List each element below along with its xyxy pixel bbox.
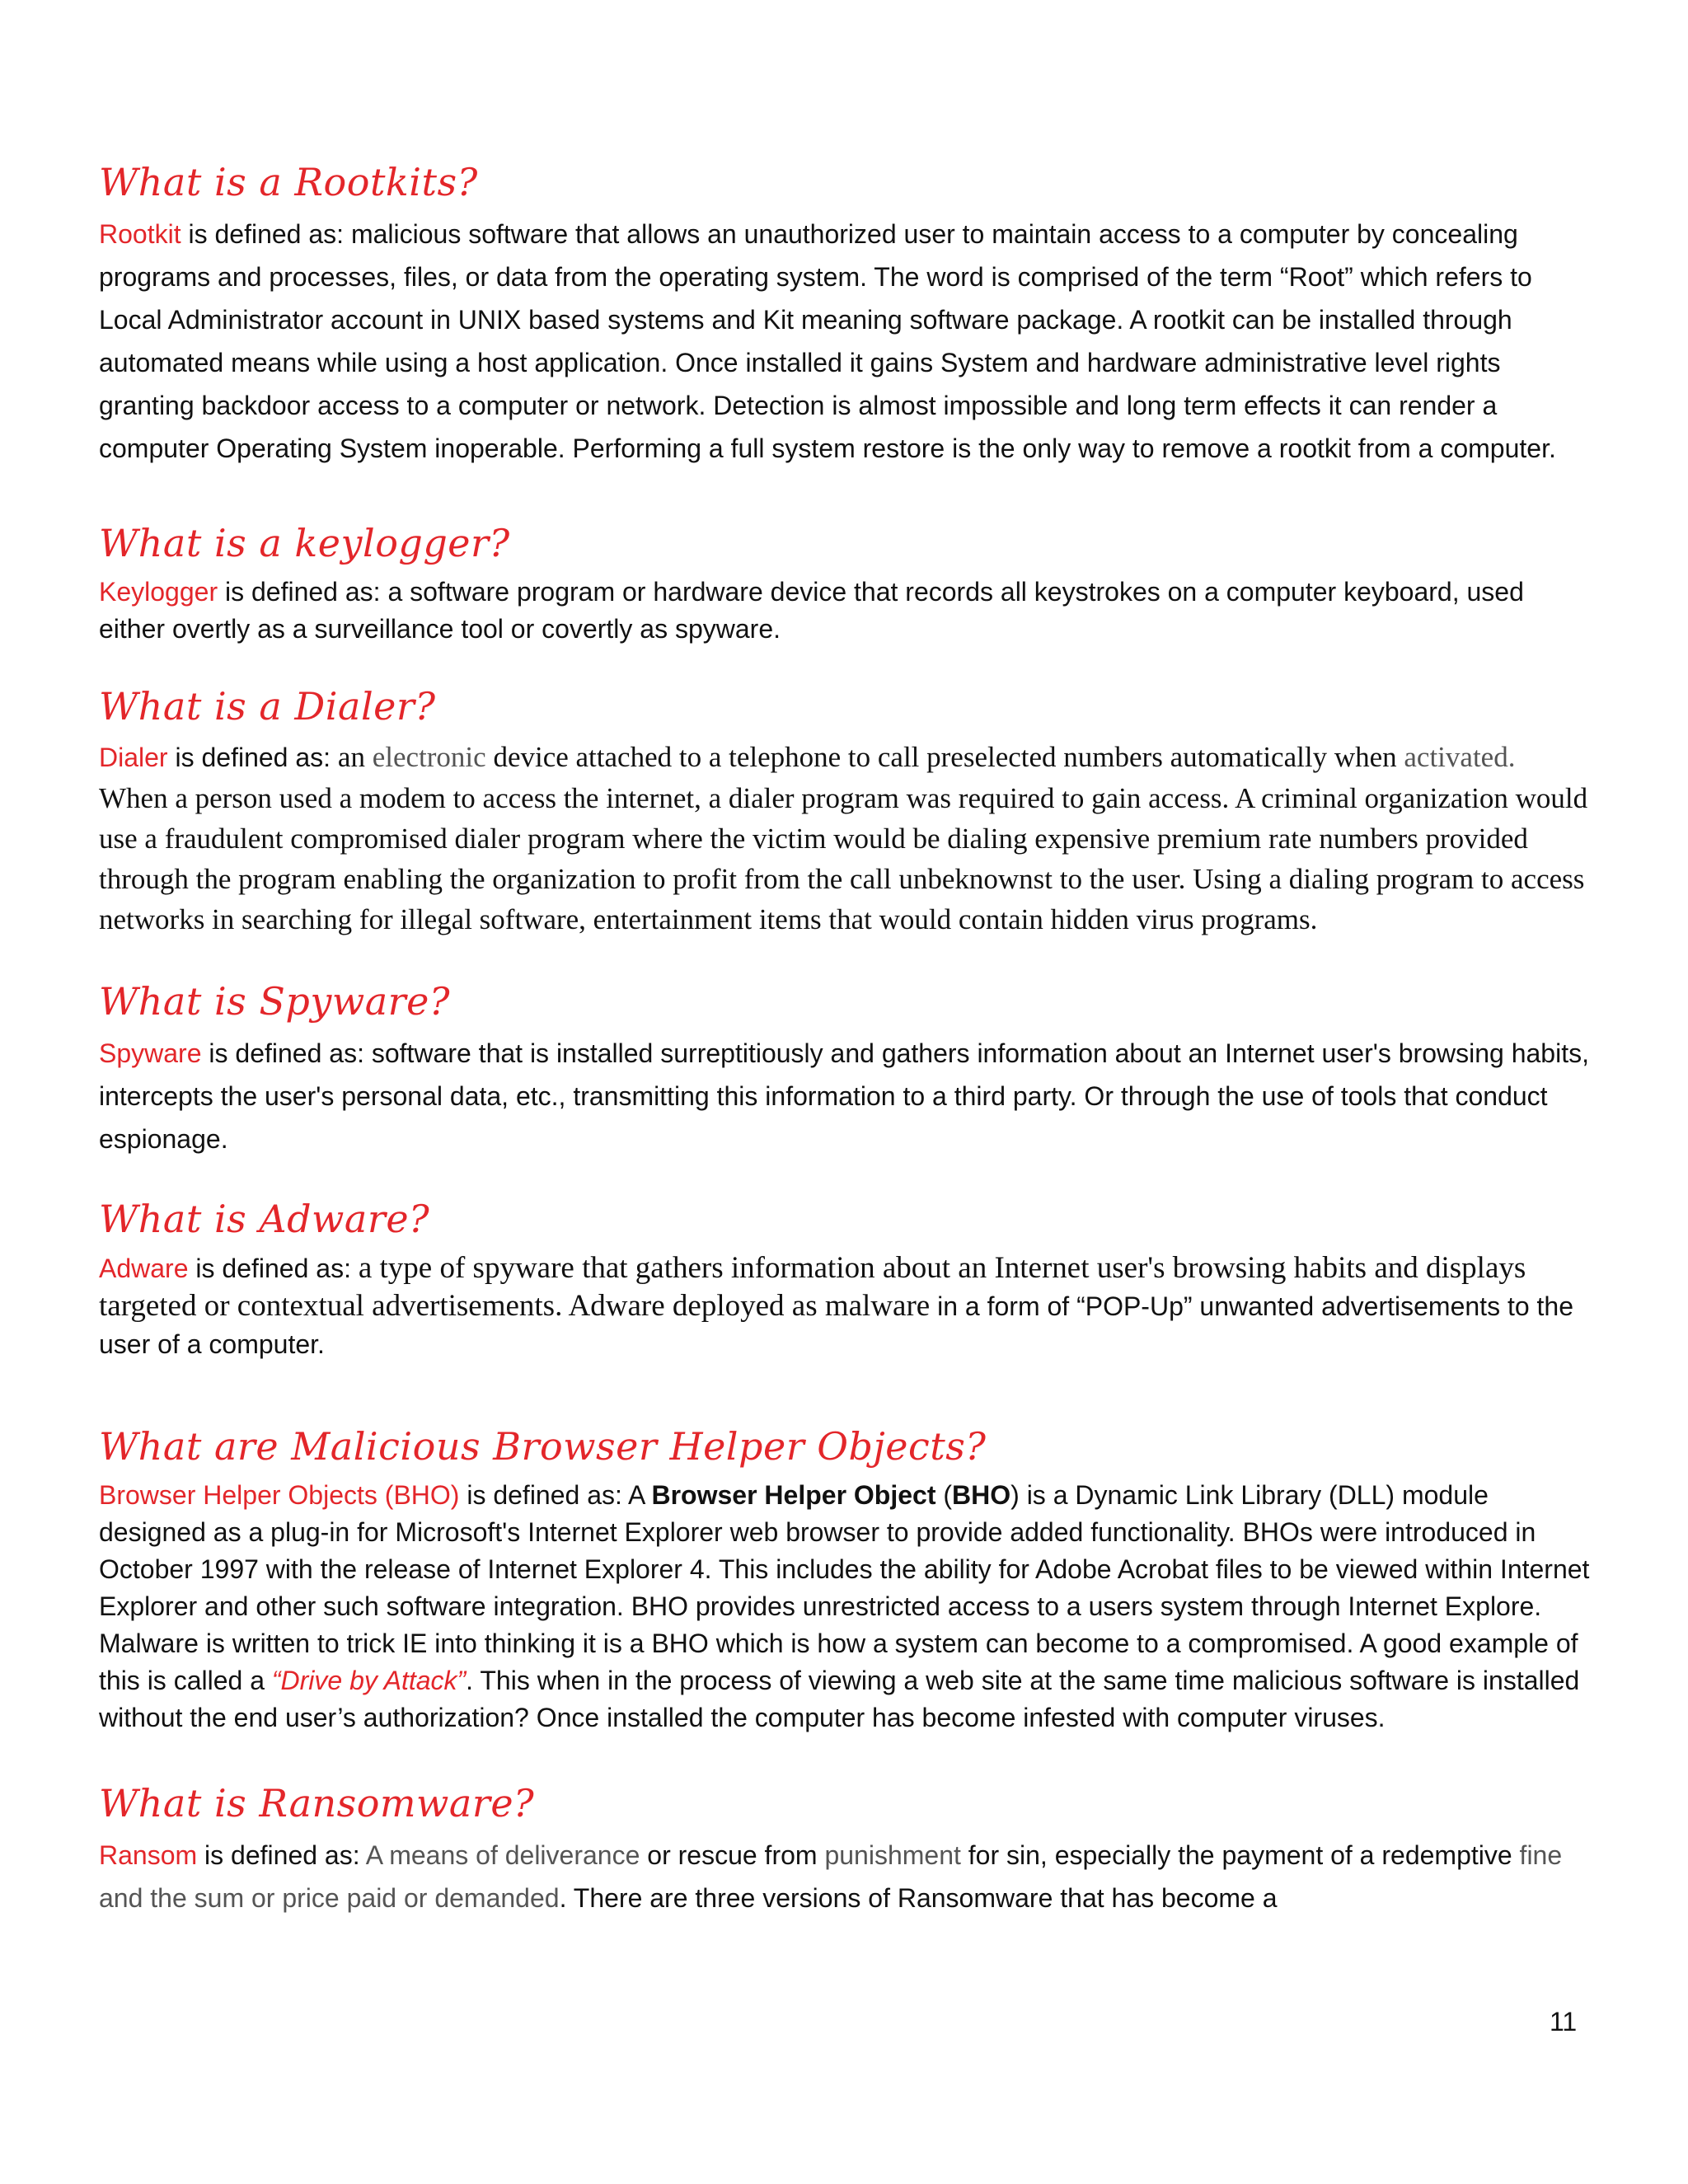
text-spyware: is defined as: software that is installed surreptitiously and gathers information about an Internet user's browsing habits, intercepts the user's personal data, etc., transmitting this information to a third party. Or through the use of tools that conduct espionage. [99, 1038, 1589, 1154]
section-adware [99, 1193, 1591, 1363]
text-dialer-a: an [337, 741, 373, 773]
text-ransomware-b: or rescue from [640, 1840, 825, 1870]
term-bho: Browser Helper Objects (BHO) [99, 1480, 460, 1510]
heading-adware: What is Adware? [99, 1197, 430, 1241]
text-dialer-c: When a person used a modem to access the internet, a dialer program was required to gain access. A criminal organization would use a fraudulent compromised dialer program where the victim would be dialing expensive premium rate numbers provided through the program enabling the organization to profit from the call unbeknownst to the user. Using a dialing program to access networks in searching for illegal software, entertainment items that would contain hidden virus programs. [99, 782, 1588, 935]
page-number: 11 [1550, 2007, 1578, 2036]
term-spyware: Spyware [99, 1038, 202, 1068]
text-ransomware-gray-c: fine and the sum or price paid or demanded [99, 1840, 1563, 1913]
text-bho-d: . This when in the process of viewing a web site at the same time malicious software is installed without the end user’s authorization? Once installed the computer has become infested with computer viruses. [99, 1666, 1580, 1732]
text-ransomware-gray-a: A means of deliverance [365, 1840, 640, 1870]
text-dialer-electronic: electronic [372, 741, 486, 773]
paragraph-keylogger [99, 574, 1591, 648]
heading-keylogger: What is a keylogger? [99, 521, 510, 565]
paragraph-spyware [99, 1032, 1591, 1160]
text-dialer-b: device attached to a telephone to call preselected numbers automatically when [485, 741, 1404, 773]
heading-bho: What are Malicious Browser Helper Objects? [99, 1424, 987, 1469]
term-rootkit: Rootkit [99, 219, 181, 249]
heading-dialer: What is a Dialer? [99, 684, 436, 729]
section-keylogger [99, 518, 1591, 648]
text-bho-c: ) is a Dynamic Link Library (DLL) module designed as a plug-in for Microsoft's Internet Explorer web browser to provide added functionality. BHOs were introduced in October 1997 with the release of Internet Explorer 4. This includes the ability for Adobe Acrobat files to be viewed within Internet Explorer and other such software integration. BHO provides unrestricted access to a users system through Internet Explore. Malware is written to trick IE into thinking it is a BHO which is how a system can become to a compromised. A good example of this is called a [99, 1480, 1590, 1695]
text-bho-bold-term: Browser Helper Object [651, 1480, 936, 1510]
text-bho-drive-by: “Drive by Attack” [271, 1666, 467, 1695]
section-rootkit [99, 157, 1591, 470]
section-dialer [99, 681, 1591, 940]
text-bho-bold-abbr: BHO [952, 1480, 1011, 1510]
paragraph-dialer [99, 737, 1591, 940]
text-dialer-activated: activated. [1404, 741, 1516, 773]
term-dialer: Dialer [99, 743, 168, 772]
paragraph-ransomware [99, 1834, 1591, 1919]
heading-rootkit: What is a Rootkits? [99, 160, 478, 204]
section-bho [99, 1421, 1591, 1736]
text-ransomware-gray-b: punishment [824, 1840, 961, 1870]
paragraph-rootkit [99, 213, 1591, 470]
text-keylogger: is defined as: a software program or hardware device that records all keystrokes on a computer keyboard, used either overtly as a surveillance tool or covertly as spyware. [99, 577, 1524, 644]
text-bho-b: ( [935, 1480, 953, 1510]
text-adware-defined: is defined as: [188, 1254, 359, 1283]
text-ransomware-a: is defined as: [197, 1840, 366, 1870]
document-page [99, 157, 1591, 1919]
term-adware: Adware [99, 1254, 189, 1283]
section-ransomware [99, 1778, 1591, 1919]
paragraph-bho [99, 1477, 1591, 1736]
section-spyware [99, 976, 1591, 1160]
heading-spyware: What is Spyware? [99, 979, 450, 1024]
heading-ransomware: What is Ransomware? [99, 1781, 535, 1825]
text-rootkit: is defined as: malicious software that allows an unauthorized user to maintain access to a computer by concealing programs and processes, files, or data from the operating system. The word is comprised of the term “Root” which refers to Local Administrator account in UNIX based systems and Kit meaning software package. A rootkit can be installed through automated means while using a host application. Once installed it gains System and hardware administrative level rights granting backdoor access to a computer or network. Detection is almost impossible and long term effects it can render a computer Operating System inoperable. Performing a full system restore is the only way to remove a rootkit from a computer. [99, 219, 1556, 463]
paragraph-adware [99, 1249, 1591, 1363]
text-adware-sans: in a form of “POP-Up” unwanted advertisements to the user of a computer. [99, 1291, 1574, 1359]
text-ransomware-d: . There are three versions of Ransomware that has become a [559, 1883, 1278, 1913]
text-ransomware-c: for sin, especially the payment of a redemptive [960, 1840, 1520, 1870]
text-adware-serif: a type of spyware that gathers information about an Internet user's browsing habits and displays targeted or contextual advertisements. Adware deployed as malware [99, 1251, 1526, 1323]
text-dialer-defined: is defined as: [167, 743, 338, 772]
term-ransomware: Ransom [99, 1840, 198, 1870]
term-keylogger: Keylogger [99, 577, 218, 607]
text-bho-a: is defined as: A [459, 1480, 652, 1510]
